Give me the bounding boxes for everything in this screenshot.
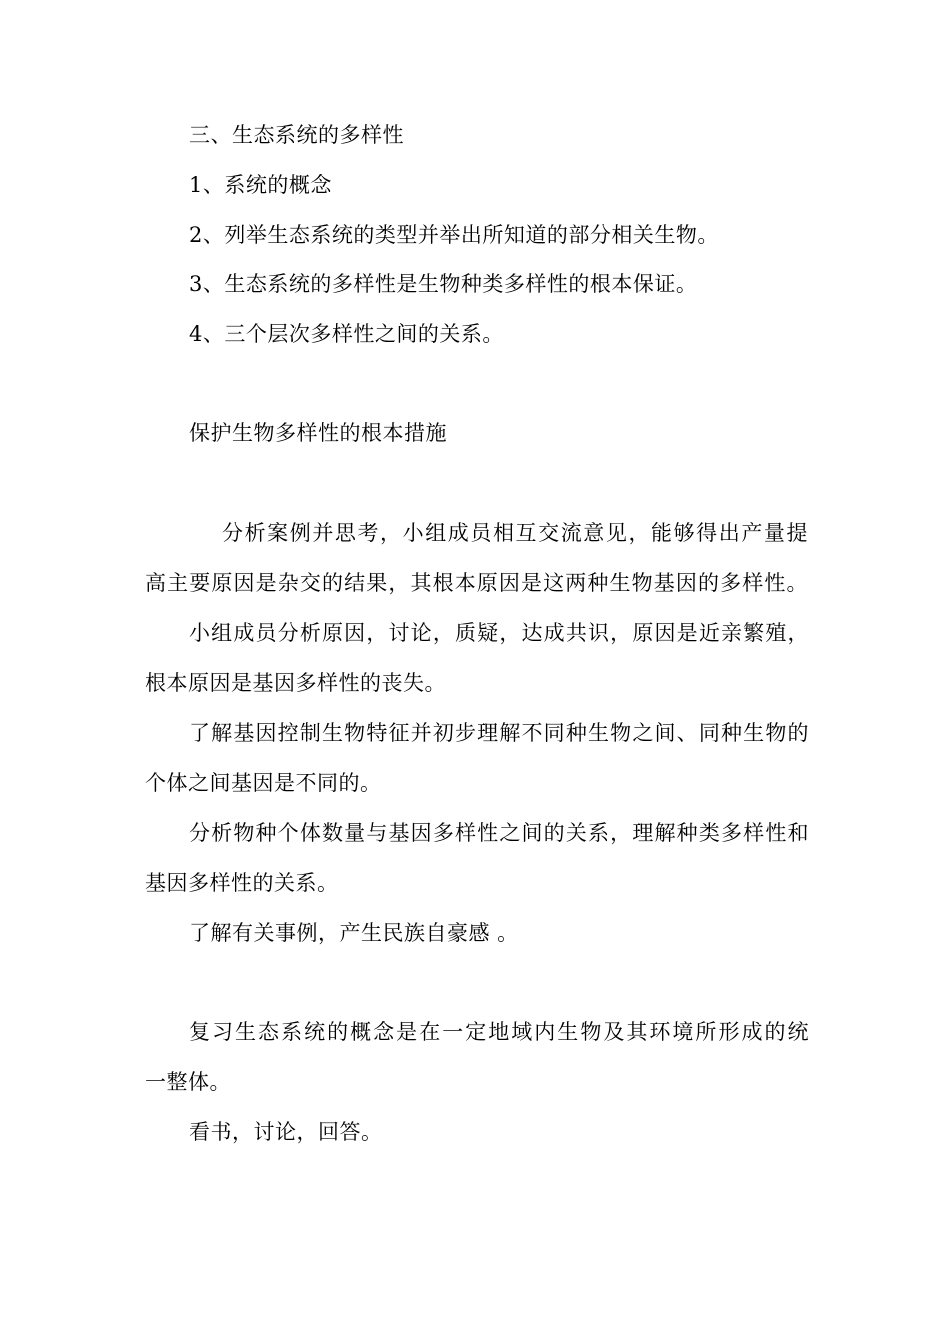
list-item-2: 2、列举生态系统的类型并举出所知道的部分相关生物。 <box>189 223 719 247</box>
list-item-4: 4、三个层次多样性之间的关系。 <box>189 322 504 346</box>
paragraph-4-line-1: 分析物种个体数量与基因多样性之间的关系，理解种类多样性和 <box>189 821 809 845</box>
paragraph-6-line-2: 一整体。 <box>145 1070 231 1094</box>
section-heading: 三、生态系统的多样性 <box>189 123 404 147</box>
paragraph-3-line-1: 了解基因控制生物特征并初步理解不同种生物之间、同种生物的 <box>189 721 809 745</box>
protection-heading: 保护生物多样性的根本措施 <box>189 421 447 445</box>
paragraph-7-line-1: 看书，讨论，回答。 <box>189 1120 383 1144</box>
paragraph-2-line-1: 小组成员分析原因，讨论，质疑，达成共识，原因是近亲繁殖， <box>189 621 809 645</box>
paragraph-6-line-1: 复习生态系统的概念是在一定地域内生物及其环境所形成的统 <box>189 1020 809 1044</box>
paragraph-5-line-1: 了解有关事例，产生民族自豪感 。 <box>189 921 519 945</box>
paragraph-1-line-1: 分析案例并思考，小组成员相互交流意见，能够得出产量提 <box>222 521 808 545</box>
paragraph-3-line-2: 个体之间基因是不同的。 <box>145 771 382 795</box>
paragraph-2-line-2: 根本原因是基因多样性的丧失。 <box>145 671 446 695</box>
list-item-1: 1、系统的概念 <box>189 173 332 197</box>
list-item-3: 3、生态系统的多样性是生物种类多样性的根本保证。 <box>189 272 698 296</box>
paragraph-1-line-2: 高主要原因是杂交的结果，其根本原因是这两种生物基因的多样性。 <box>145 571 808 595</box>
paragraph-4-line-2: 基因多样性的关系。 <box>145 871 339 895</box>
